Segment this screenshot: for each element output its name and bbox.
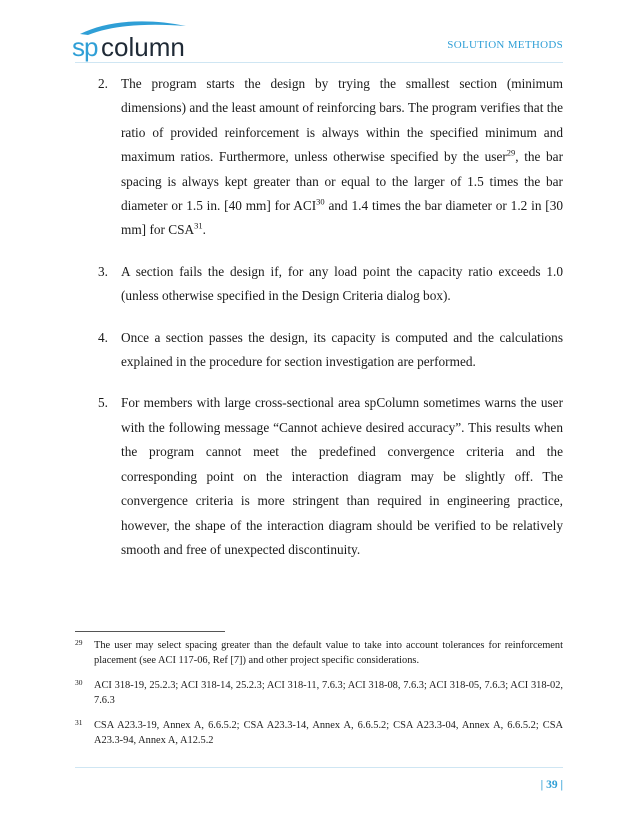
footnote-text: The user may select spacing greater than the default value to take into account tolerances for reinforcement placement (see ACI 117-06, Ref [7]) and other project specific considerations. [94,640,563,666]
footnote [75,679,563,708]
footnote-text: ACI 318-19, 25.2.3; ACI 318-14, 25.2.3; ACI 318-11, 7.6.3; ACI 318-08, 7.6.3; ACI 318-05, 7.6.3; ACI 318-02, 7.6.3 [94,680,563,706]
footnotes [75,639,563,759]
logo-column-text: column [101,32,185,62]
list-item-text-part: and 1.4 times the bar diameter or 1.2 in [30 mm] for CSA [121,198,564,238]
list-item-text: A section fails the design if, for any load point the capacity ratio exceeds 1.0 (unless otherwise specified in the Design Criteria dialog box). [121,263,563,304]
logo-sp-text: sp [72,32,98,62]
page-number: | 39 | [540,779,563,791]
footnote-number: 30 [75,678,83,687]
footnote [75,639,563,668]
footnote-number: 31 [75,718,83,727]
list-item-number: 4. [98,329,108,345]
list-item-number: 2. [98,76,108,91]
list-item-text: Once a section passes the design, its capacity is computed and the calculations explained in the procedure for section investigation are performed. [121,329,563,370]
list-item [75,260,563,309]
list-item-text: For members with large cross-sectional area spColumn sometimes warns the user with the following message “Cannot achieve desired accuracy”. This results when the program cannot meet the predefined convergence criteria and the corresponding point on the interaction diagram may be slightly off. The convergence criteria is more stringent than required in engineering practice, however, the shape of the interaction diagram should be verified to be relatively smooth and free of unexpected discontinuity. [121,395,563,557]
list-item-text-part: , the bar spacing is always kept greater than or equal to the larger of 1.5 times the bar diameter or 1.5 in. [40 mm] for ACI [121,149,563,214]
footnote-text: CSA A23.3-19, Annex A, 6.6.5.2; CSA A23.3-14, Annex A, 6.6.5.2; CSA A23.3-04, Annex A, 6.6.5.2; CSA A23.3-94, Annex A, A12.5.2 [94,720,563,746]
list-item-text-part: The program starts the design by trying the smallest section (minimum dimensions) and the least amount of reinforcing bars. The program verifies that the ratio of provided reinforcement is always within the specified minimum and maximum ratios. Furthermore, unless otherwise specified by the user [121,76,563,165]
spcolumn-logo [72,18,192,60]
list-item [75,326,563,375]
footnote-number: 29 [75,638,83,647]
list-item [75,72,563,243]
footer-divider [75,767,563,768]
footnote-ref-29[interactable]: 29 [506,147,516,158]
footnote-ref-31[interactable]: 31 [194,221,203,232]
list-item-number: 3. [98,263,108,279]
header-divider [75,62,563,63]
list-item-text-part: . [202,222,206,238]
list-item-text [121,72,563,243]
footnote-ref-30[interactable]: 30 [316,196,325,207]
list-item-number: 5. [98,395,108,411]
footnote [75,719,563,748]
numbered-list [75,72,563,579]
list-item [75,391,563,562]
footnote-divider [75,631,225,632]
section-title: SOLUTION METHODS [447,39,563,51]
